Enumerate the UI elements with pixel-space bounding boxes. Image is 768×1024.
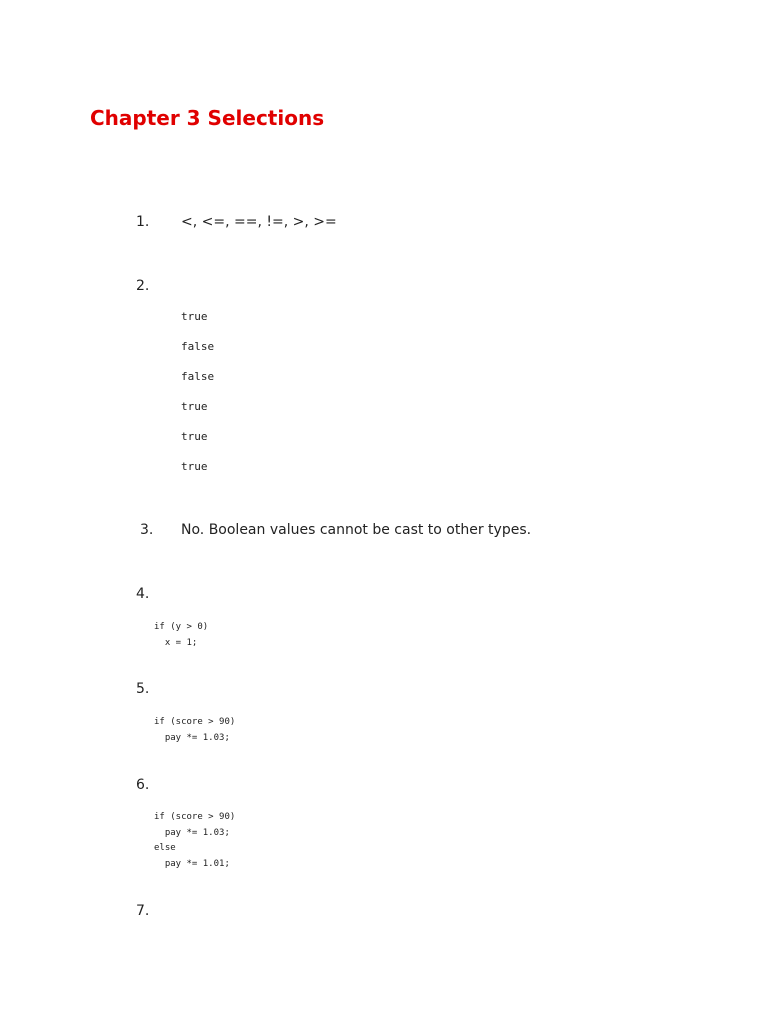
item-5-number: 5. bbox=[136, 681, 150, 697]
item-1-number: 1. bbox=[136, 214, 150, 230]
item-5-code: if (score > 90) pay *= 1.03; bbox=[154, 717, 236, 743]
item-4-number: 4. bbox=[136, 586, 150, 602]
item-2-number: 2. bbox=[136, 278, 150, 294]
item-6-code: if (score > 90) pay *= 1.03; else pay *= 1.01; bbox=[154, 812, 236, 869]
item-2-value: true bbox=[181, 400, 208, 413]
item-6-number: 6. bbox=[136, 777, 150, 793]
item-2-value-list bbox=[181, 309, 214, 489]
item-3-text: No. Boolean values cannot be cast to other types. bbox=[181, 522, 532, 538]
page-title: Chapter 3 Selections bbox=[90, 106, 325, 130]
item-2-value: true bbox=[181, 310, 208, 323]
item-2-value: false bbox=[181, 370, 215, 383]
item-2-value: false bbox=[181, 340, 215, 353]
item-2-value: true bbox=[181, 430, 208, 443]
item-2-value: true bbox=[181, 460, 208, 473]
item-3-number: 3. bbox=[140, 522, 154, 538]
item-7-number: 7. bbox=[136, 903, 150, 919]
item-1-text: <, <=, ==, !=, >, >= bbox=[181, 214, 337, 230]
item-4-code: if (y > 0) x = 1; bbox=[154, 622, 209, 648]
